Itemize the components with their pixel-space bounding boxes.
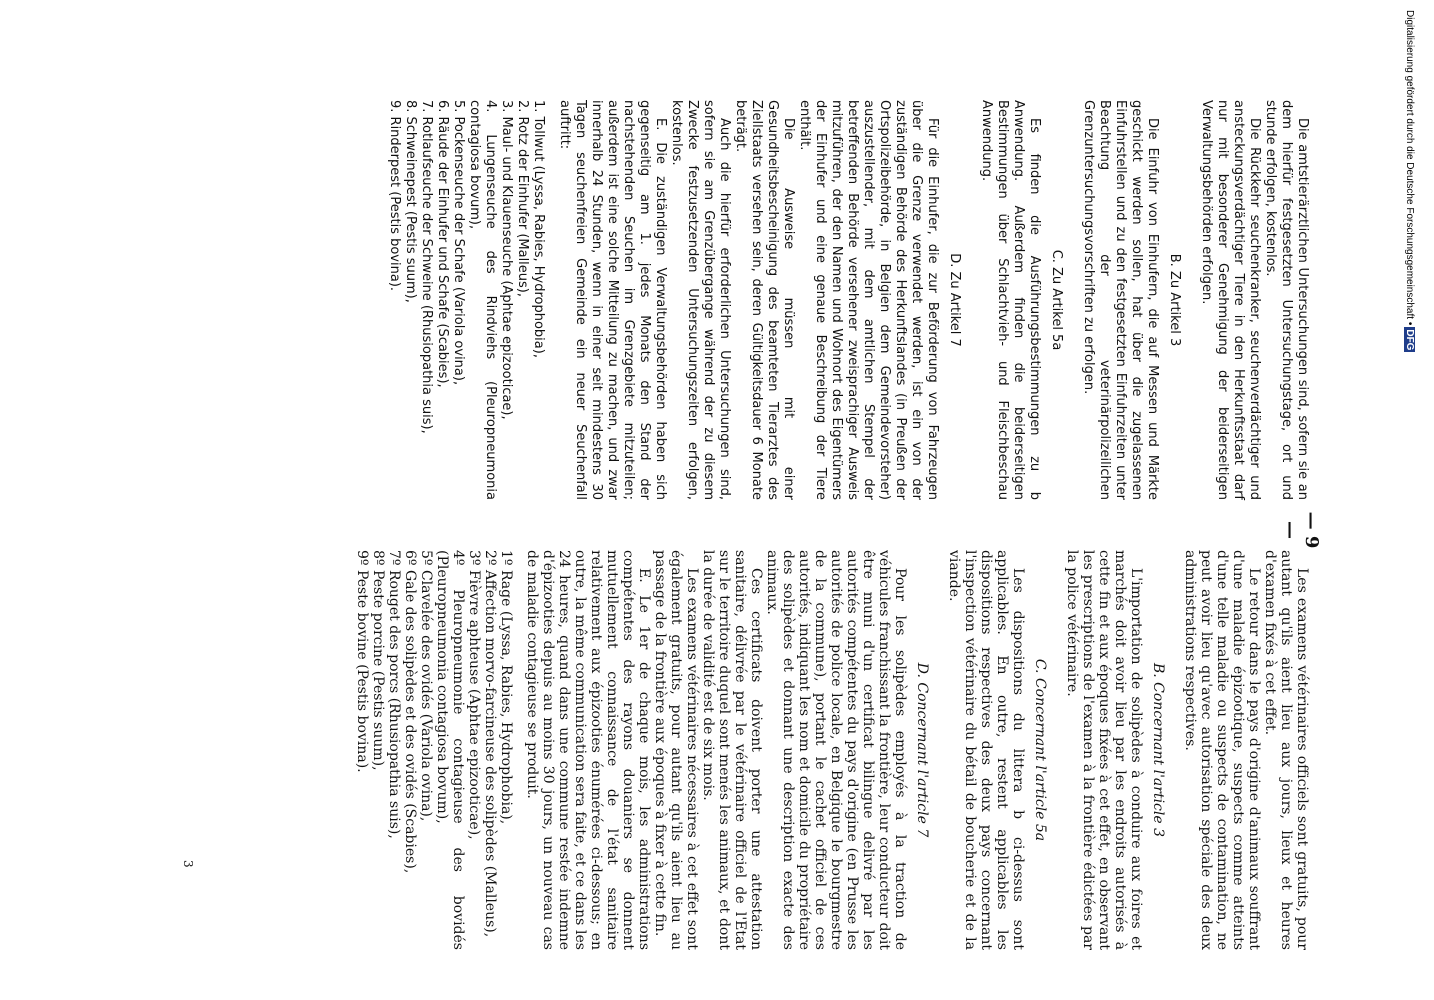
- french-paragraph: L'importation de solipèdes à conduire aux foires et marchés doit avoir lieu par les endroits autorisés à cette fin et aux époques fixées à cet effet, en observant les prescriptions de l'examen à la frontière édictées par la police vétérinaire.: [1064, 550, 1144, 950]
- list-item: 5º Clavelée des ovidés (Variola ovina),: [418, 550, 434, 822]
- list-item: 4º Pleuropneumonie contagieuse des bovidés (Pleuropneumonia contagiosa bovum),: [434, 550, 466, 950]
- french-heading-b: B. Concernant l'article 3: [1150, 662, 1166, 838]
- french-heading-d: D. Concernant l'article 7: [914, 662, 930, 838]
- french-column: [354, 550, 1310, 950]
- list-item: 7º Rouget des porcs (Rhusiopathia suis),: [386, 550, 402, 839]
- digitization-text: Digitalisierung gefördert durch die Deutsche Forschungsgemeinschaft •: [1404, 10, 1415, 326]
- french-heading-c: C. Concernant l'article 5a: [1032, 658, 1048, 842]
- list-item: 7. Rotlaufseuche der Schweine (Rhusiopathia suis),: [419, 100, 434, 434]
- list-item: 5. Pockenseuche der Schafe (Variola ovina),: [451, 100, 466, 386]
- german-heading-c: C. Zu Artikel 5a: [1049, 249, 1064, 351]
- german-column: [386, 100, 1310, 500]
- list-item: 6º Gale des solipèdes et des ovidés (Scabies),: [402, 550, 418, 874]
- french-paragraph: E. Le 1er de chaque mois, les administrations compétentes des rayons douaniers se donnent mutuellement connaissance de l'état sanitaire relativement aux épizooties énumérées ci-dessous; en outre, la même communication sera faite, et ce dans les 24 heures, quand dans une commune restée indemne d'épizooties depuis au moins 30 jours, un nouveau cas de maladie contagieuse se produit.: [524, 550, 652, 950]
- german-heading-b: B. Zu Artikel 3: [1167, 253, 1182, 347]
- list-item: 4. Lungenseuche des Rindviehs (Pleuropneumonia contagiosa bovum),: [467, 100, 498, 500]
- list-item: 1º Rage (Lyssa, Rabies, Hydrophobia),: [498, 550, 514, 825]
- footer-number: 3: [181, 860, 195, 868]
- german-disease-list: [386, 100, 546, 500]
- german-paragraph: Die Einfuhr von Einhufern, die auf Messen und Märkte geschickt werden sollen, hat über die zugelassenen Einfuhrstellen und zu den festgesetzten Einfuhrzeiten unter Beachtung der veterinärpolizeilichen Grenzuntersuchungsvorschriften zu erfolgen.: [1081, 100, 1160, 500]
- german-paragraph: Die Ausweise müssen mit einer Gesundheitsbescheinigung des beamteten Tierarztes des Ziellstaats versehen sein, deren Gültigkeitsdauer 6 Monate beträgt.: [733, 100, 796, 500]
- page-number: — 9 —: [1280, 511, 1322, 549]
- german-paragraph: Es finden die Ausführungsbestimmungen zu b Anwendung. Außerdem finden die beiderseitigen Bestimmungen über Schlachtvieh- und Fleischbeschau Anwendung.: [979, 100, 1042, 500]
- list-item: 2º Affection morvo-farcineuse des solipèdes (Malleus),: [482, 550, 498, 938]
- list-item: 2. Rotz der Einhufer (Malleus),: [515, 100, 530, 298]
- french-disease-list: [354, 550, 514, 950]
- rotated-content: [130, 100, 1322, 950]
- list-item: 8. Schweinepest (Pestis suum),: [403, 100, 418, 303]
- german-paragraph: Die amtstierärztlichen Untersuchungen sind, sofern sie an dem hierfür festgesetzten Untersuchungstage, ort und stunde erfolgen, kostenlos.: [1263, 100, 1310, 500]
- french-paragraph: Le retour dans le pays d'origine d'animaux souffrant d'une maladie épizootique, suspects comme atteints d'une telle maladie ou suspects de contamination, ne peut avoir lieu qu'avec autorisation spéciale des deux administrations respectives.: [1182, 550, 1262, 950]
- digitization-note: [1401, 10, 1415, 390]
- german-paragraph: Auch die hierfür erforderlichen Untersuchungen sind, sofern sie am Grenzübergange während der zu diesem Zwecke festzusetzenden Untersuchungszeiten erfolgen, kostenlos.: [669, 100, 732, 500]
- list-item: 3. Maul- und Klauenseuche (Aphtae epizooticae),: [499, 100, 514, 420]
- list-item: 1. Tollwut (Lyssa, Rabies, Hydrophobia),: [531, 100, 546, 358]
- german-paragraph: Für die Einhufer, die zur Beförderung von Fahrzeugen über die Grenze verwendet werden, ist ein von der zuständigen Behörde des Herkunftslandes (in Preußen der Ortspolizeibehörde, in Belgien dem Gemeindevorsteher) auszustellender, mit dem amtlichen Stempel der betreffenden Behörde versehener zweisprachiger Ausweis mitzuführen, der den Namen und Wohnort des Eigentümers der Einhufer und eine genaue Beschreibung der Tiere enthält.: [797, 100, 940, 500]
- french-paragraph: Les examens vétérinaires nécessaires à cet effet sont également gratuits, pour autant qu'ils aient lieu au passage de la frontière aux époques à fixer à cette fin.: [652, 550, 700, 950]
- list-item: 6. Räude der Einhufer und Schafe (Scabies),: [435, 100, 450, 388]
- dfg-logo: DFG: [1404, 329, 1415, 351]
- french-paragraph: Ces certificats doivent porter une attestation sanitaire, délivrée par le vétérinaire officiel de l'Etat sur le territoire duquel sont menés les animaux, et dont la durée de validité est de six mois.: [700, 550, 764, 950]
- german-heading-d: D. Zu Artikel 7: [947, 253, 962, 347]
- list-item: 9. Rinderpest (Pestis bovina).: [387, 100, 402, 292]
- list-item: 8º Peste porcine (Pestis suum),: [370, 550, 386, 771]
- french-paragraph: Les dispositions du littera b ci-dessus sont applicables. En outre, restent applicables les dispositions respectives des deux pays concernant l'inspection vétérinaire du bétail de boucherie et de la viande.: [946, 550, 1026, 950]
- german-paragraph: E. Die zuständigen Verwaltungsbehörden haben sich gegenseitig am 1. jedes Monats den Stand der nachstehenden Seuchen im Grenzgebiete mitzuteilen; außerdem ist eine solche Mitteilung zu machen, und zwar innerhalb 24 Stunden, wenn in einer seit mindestens 30 Tagen seuchenfreien Gemeinde ein neuer Seuchenfall auftritt:: [557, 100, 668, 500]
- list-item: 9º Peste bovine (Pestis bovina).: [354, 550, 370, 773]
- french-paragraph: Les examens vétérinaires officiels sont gratuits, pour autant qu'ils aient lieu aux jours, lieux et heures d'examen fixés à cet effet.: [1262, 550, 1310, 950]
- german-paragraph: Die Rückkehr seuchenkranker, seuchenverdächtiger und ansteckungsverdächtiger Tiere in den Herkunftsstaat darf nur mit besonderer Genehmigung der beiderseitigen Verwaltungsbehörden erfolgen.: [1199, 100, 1262, 500]
- french-paragraph: Pour les solipèdes employés à la traction de véhicules franchissant la frontière, leur conducteur doit être muni d'un certificat bilingue delivré par les autorités compétentes du pays d'origine (en Prusse les autorités de police locale, en Belgique le bourgmestre de la commune), portant le cachet officiel de ces autorités, indiquant les nom et domicile du propriétaire des solipèdes et donnant une description exacte des animaux.: [764, 550, 908, 950]
- list-item: 3º Fièvre aphteuse (Aphtae epizooticae),: [466, 550, 482, 840]
